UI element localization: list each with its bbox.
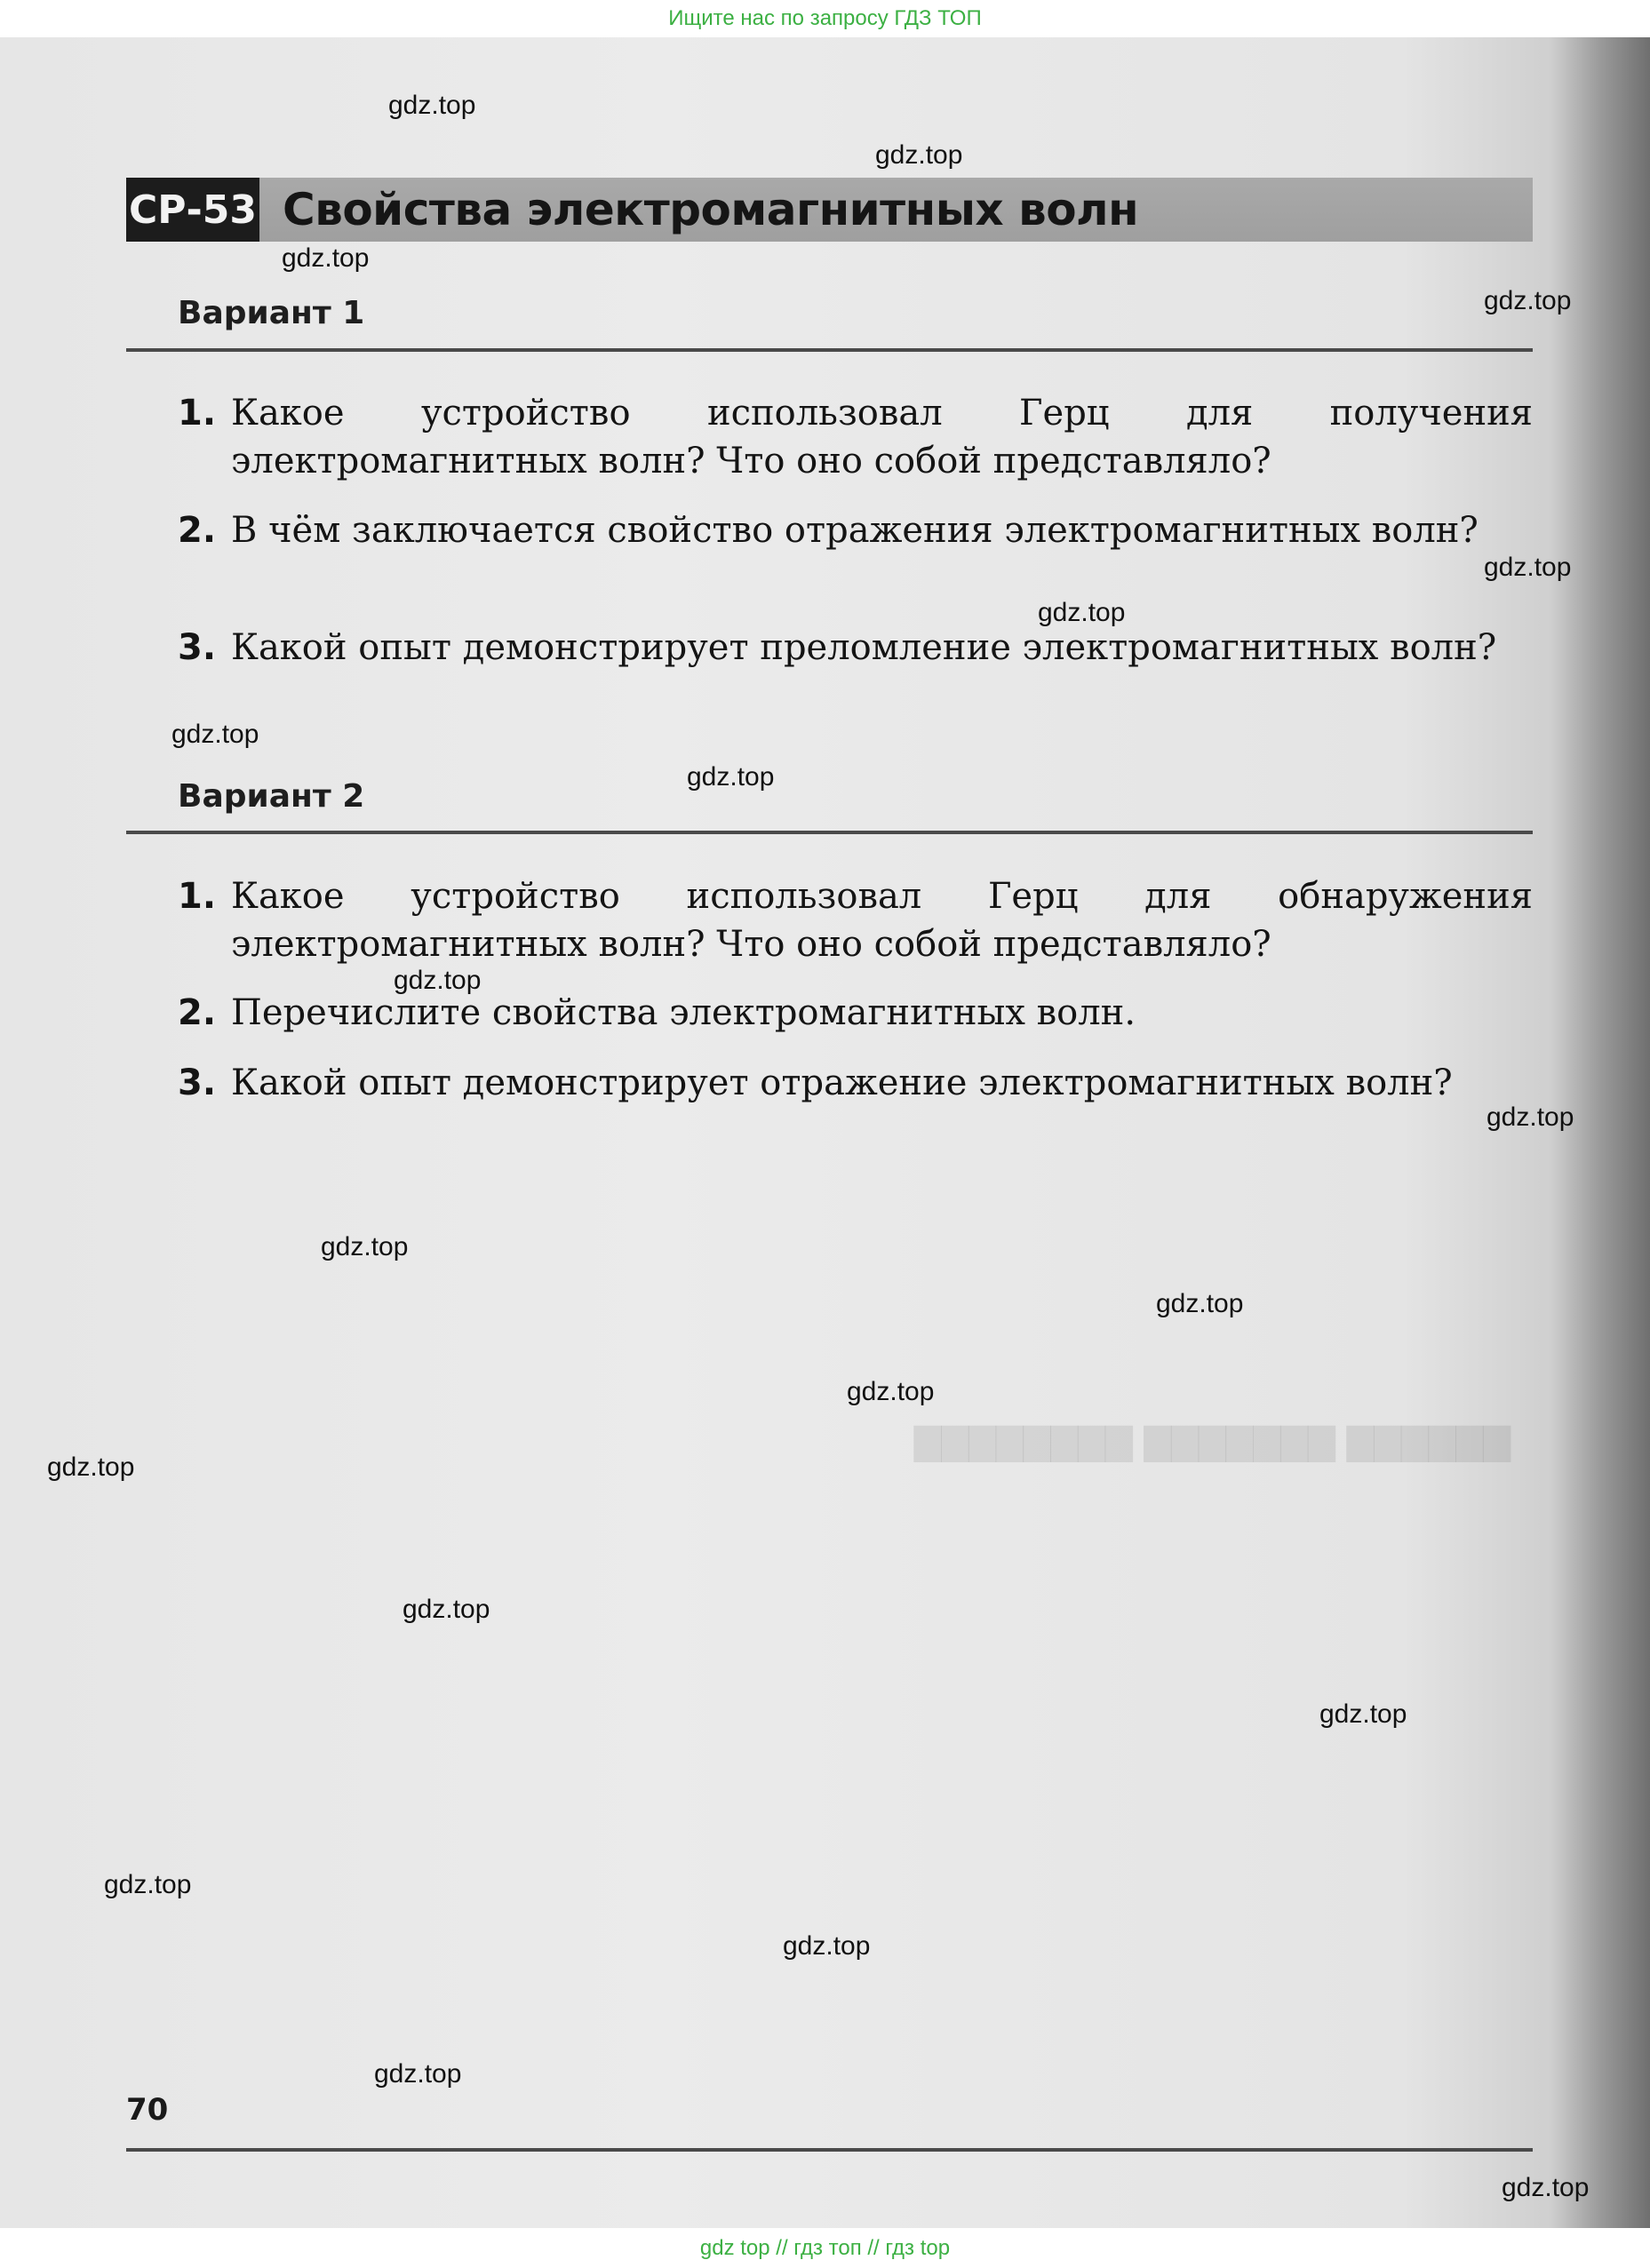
top-banner[interactable]: Ищите нас по запросу ГДЗ ТОП — [668, 6, 982, 30]
question-item — [178, 989, 1533, 1037]
question-item — [178, 506, 1533, 554]
watermark: gdz.top — [875, 140, 963, 170]
watermark: gdz.top — [1484, 286, 1572, 315]
watermark: gdz.top — [847, 1377, 935, 1406]
question-number: 3. — [178, 1062, 217, 1103]
question-text: Какое устройство использовал Герц для обнаружения электромагнитных волн? Что оно собой представляло? — [231, 876, 1533, 965]
watermark: gdz.top — [687, 762, 775, 792]
watermark: gdz.top — [1156, 1289, 1244, 1318]
watermark: gdz.top — [1319, 1699, 1407, 1729]
question-number: 2. — [178, 992, 217, 1033]
question-number: 1. — [178, 876, 217, 917]
question-item — [178, 624, 1533, 672]
watermark: gdz.top — [104, 1870, 192, 1899]
bleed-through-shadow: ▇▇▇▇▇▇ ▇▇▇▇▇▇▇ ▇▇▇▇▇▇▇▇ — [913, 1421, 1511, 1462]
watermark: gdz.top — [171, 720, 259, 749]
watermark: gdz.top — [1502, 2173, 1590, 2202]
page-number: 70 — [126, 2092, 169, 2128]
divider — [126, 831, 1533, 834]
watermark: gdz.top — [1487, 1102, 1574, 1132]
question-text: Какой опыт демонстрирует отражение электромагнитных волн? — [231, 1062, 1453, 1103]
question-number: 1. — [178, 393, 217, 434]
watermark: gdz.top — [783, 1931, 871, 1961]
question-text: Перечислите свойства электромагнитных волн. — [231, 992, 1136, 1033]
question-number: 2. — [178, 510, 217, 551]
page-title: Свойства электромагнитных волн — [283, 184, 1139, 235]
watermark: gdz.top — [321, 1232, 409, 1261]
watermark: gdz.top — [282, 243, 370, 273]
bottom-banner[interactable]: gdz top // гдз топ // гдз top — [699, 2235, 951, 2260]
question-item — [178, 872, 1533, 968]
question-text: Какое устройство использовал Герц для получения электромагнитных волн? Что оно собой представляло? — [231, 393, 1533, 481]
question-number: 3. — [178, 627, 217, 668]
variant-2-title: Вариант 2 — [178, 778, 365, 815]
watermark: gdz.top — [403, 1595, 490, 1624]
variant-1-title: Вариант 1 — [178, 295, 365, 331]
watermark: gdz.top — [374, 2059, 462, 2089]
section-code: СР-53 — [126, 178, 259, 242]
watermark: gdz.top — [1038, 598, 1126, 627]
book-page — [0, 37, 1650, 2228]
question-text: Какой опыт демонстрирует преломление электромагнитных волн? — [231, 627, 1497, 668]
watermark: gdz.top — [394, 966, 482, 995]
question-item — [178, 1059, 1533, 1107]
watermark: gdz.top — [388, 91, 476, 120]
question-item — [178, 389, 1533, 485]
question-text: В чём заключается свойство отражения электромагнитных волн? — [231, 510, 1479, 551]
footer-divider — [126, 2148, 1533, 2152]
watermark: gdz.top — [1484, 553, 1572, 582]
watermark: gdz.top — [47, 1452, 135, 1482]
divider — [126, 348, 1533, 352]
